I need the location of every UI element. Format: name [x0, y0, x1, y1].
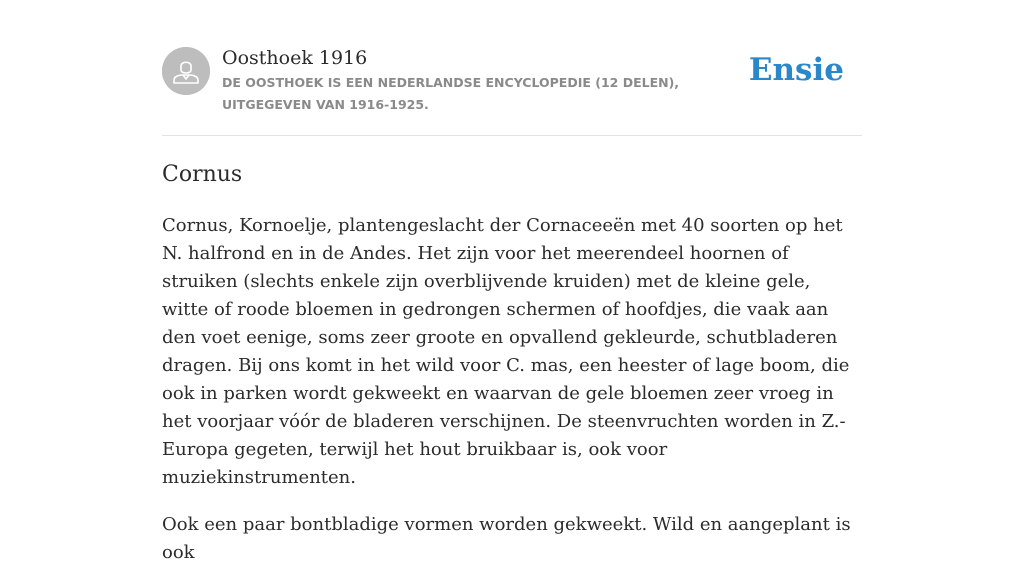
- ensie-logo[interactable]: Ensie: [748, 52, 844, 88]
- source-avatar[interactable]: [162, 47, 210, 95]
- content-container: [162, 0, 862, 563]
- source-header: [162, 0, 862, 136]
- user-icon: [162, 47, 210, 95]
- article-body: [162, 212, 862, 586]
- source-description: DE OOSTHOEK IS EEN NEDERLANDSE ENCYCLOPEDIE (12 DELEN), UITGEGEVEN VAN 1916-1925.: [222, 75, 680, 112]
- article-paragraph: Cornus, Kornoelje, plantengeslacht der Cornaceeën met 40 soorten op het N. halfrond en in de Andes. Het zijn voor het meerendeel hoornen of struiken (slechts enkele zijn overblijvende kruiden) met de kleine gele, witte of roode bloemen in gedrongen schermen of hoofdjes, die vaak aan den voet eenige, soms zeer groote en opvallend gekleurde, schutbladeren dragen. Bij ons komt in het wild voor C. mas, een heester of lage boom, die ook in parken wordt gekweekt en waarvan de gele bloemen zeer vroeg in het voorjaar vóór de bladeren verschijnen. De steenvruchten worden in Z.-Europa gegeten, terwijl het hout bruikbaar is, ook voor muziekinstrumenten.: [162, 215, 850, 488]
- article-paragraph: Ook een paar bontbladige vormen worden gekweekt. Wild en aangeplant is ook: [162, 514, 851, 563]
- article-title: Cornus: [162, 162, 243, 187]
- source-name[interactable]: Oosthoek 1916: [222, 47, 368, 69]
